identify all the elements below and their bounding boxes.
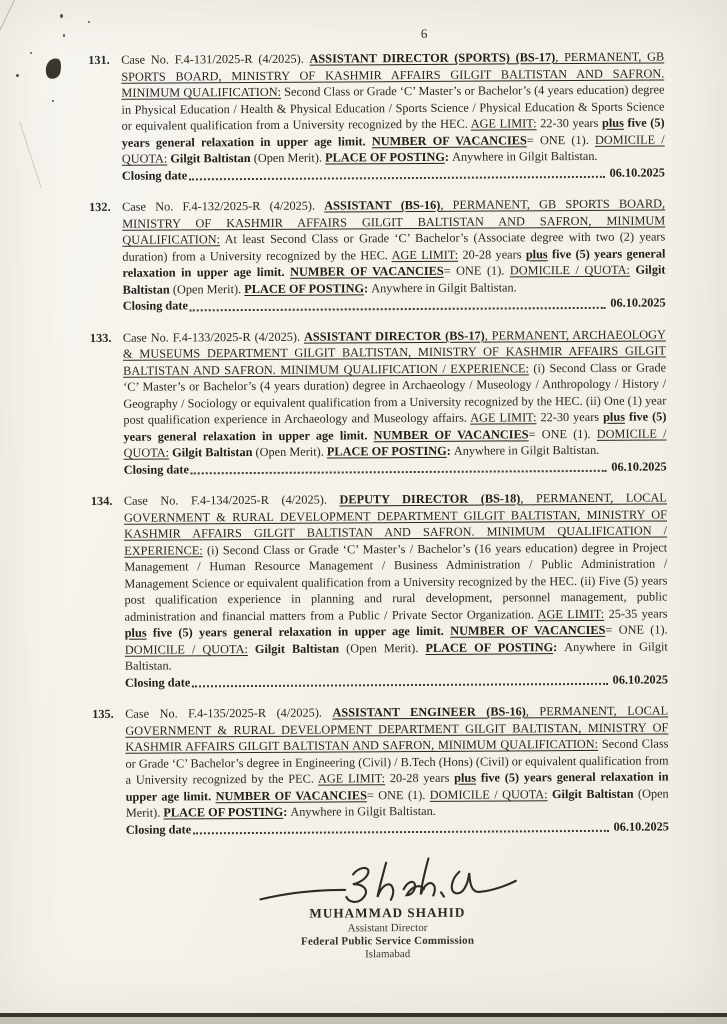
text-segment: plus: [124, 625, 147, 640]
text-segment: Anywhere in Gilgit Baltistan.: [452, 148, 598, 164]
page-number: 6: [420, 25, 428, 41]
case-number: 134.: [90, 493, 113, 508]
case-items: [88, 48, 669, 838]
text-segment: five (5) years general relaxation in upper age limit.: [146, 623, 451, 640]
text-segment: AGE LIMIT:: [537, 606, 605, 621]
case-text: [124, 489, 668, 674]
text-segment: At least Second Class or Grade ‘C’ Bachelor’s (Associate degree with two (2) years duration) from a University recognized by the HEC.: [122, 229, 666, 264]
text-segment: 20-28 years: [458, 246, 526, 262]
dotted-leader: [193, 830, 608, 835]
text-segment: five (5) years general relaxation in upper age limit.: [121, 115, 665, 150]
case-body: [125, 702, 669, 837]
text-segment: 22-30 years: [536, 115, 603, 131]
text-segment: DOMICILE / QUOTA:: [429, 786, 548, 802]
text-segment: , PERMANENT, LOCAL GOVERNMENT & RURAL DEVELOPMENT DEPARTMENT GILGIT BALTISTAN, MINISTRY OF KASHMIR AFFAIRS GILGIT BALTISTAN AND SAFRON, MINIMUM QUALIFICATION:: [125, 703, 669, 754]
text-segment: Anywhere in Gilgit Baltistan.: [290, 803, 436, 819]
case-number: 131.: [88, 52, 110, 67]
text-segment: Case No. F.4-133/2025-R (4/2025).: [122, 329, 305, 345]
text-segment: :: [553, 639, 565, 654]
signatory-title: Assistant Director: [347, 921, 428, 935]
text-segment: , PERMANENT, ARCHAEOLOGY & MUSEUMS DEPARTMENT GILGIT BALTISTAN, MINISTRY OF KASHMIR AFFAIRS GILGIT BALTISTAN AND SAFRON. MINIMUM QUALIFICATION / EXPERIENCE:: [122, 326, 667, 378]
dotted-leader: [191, 470, 606, 475]
text-segment: NUMBER OF VACANCIES: [373, 426, 529, 442]
text-segment: 20-28 years: [385, 770, 455, 786]
scan-scratch-artifact: [19, 122, 42, 189]
closing-date-label: Closing date: [122, 298, 188, 313]
closing-date-line: [123, 294, 666, 314]
text-segment: (Open Merit).: [255, 444, 327, 459]
text-segment: five (5) years general relaxation in upper age limit.: [125, 769, 669, 804]
ink-speck: [52, 100, 54, 102]
closing-date-value: 06.10.2025: [610, 295, 666, 310]
case-number: 133.: [89, 330, 112, 345]
closing-date-value: 06.10.2025: [609, 164, 665, 180]
ink-speck: [63, 34, 65, 37]
closing-date-line: [124, 458, 667, 478]
text-segment: Anywhere in Gilgit Baltistan.: [371, 279, 517, 295]
ink-blot-artifact: [44, 56, 64, 80]
text-segment: NUMBER OF VACANCIES: [450, 622, 606, 638]
case-item: [92, 702, 669, 838]
text-segment: Case No. F.4-132/2025-R (4/2025).: [122, 198, 325, 214]
text-segment: :: [446, 443, 454, 458]
text-segment: PLACE OF POSTING: [325, 149, 445, 165]
case-body: [123, 326, 667, 478]
document-content: [88, 24, 670, 962]
closing-date-value: 06.10.2025: [613, 818, 669, 834]
text-segment: ASSISTANT DIRECTOR (BS-17): [303, 328, 485, 344]
case-text: [121, 48, 665, 167]
signature-block: [93, 849, 670, 962]
text-segment: Anywhere in Gilgit Baltistan.: [453, 442, 600, 458]
text-segment: = ONE (1).: [526, 132, 596, 147]
text-segment: (Open Merit).: [346, 640, 426, 655]
signatory-name: MUHAMMAD SHAHID: [309, 904, 466, 921]
text-segment: NUMBER OF VACANCIES: [290, 263, 444, 279]
text-segment: PLACE OF POSTING: [244, 280, 365, 296]
text-segment: plus: [525, 246, 548, 261]
text-segment: , PERMANENT, LOCAL GOVERNMENT & RURAL DEVELOPMENT DEPARTMENT GILGIT BALTISTAN, MINISTRY OF KASHMIR AFFAIRS GILGIT BALTISTAN AND SAFRON. MINIMUM QUALIFICATION / EXPERIENCE:: [123, 490, 668, 558]
text-segment: Second Class or Grade ‘C’ Master’s or Bachelor’s (4 years education) degree in Physical Education / Health & Physical Education / Sports Science / Physical Education & Sports Science or equivalent qualification from a University recognized by the HEC.: [121, 82, 665, 133]
ink-speck: [30, 52, 32, 54]
case-text: [122, 195, 666, 297]
text-segment: Case No. F.4-135/2025-R (4/2025).: [125, 705, 333, 721]
text-segment: (Open Merit).: [253, 150, 326, 165]
text-segment: ASSISTANT DIRECTOR (SPORTS) (BS-17): [309, 50, 556, 66]
text-segment: :: [283, 804, 291, 819]
text-segment: five (5) years general relaxation in upper age limit.: [123, 409, 667, 444]
case-item: [91, 489, 668, 691]
text-segment: plus: [601, 115, 624, 130]
signatory-location: Islamabad: [365, 948, 411, 961]
text-segment: PLACE OF POSTING: [326, 443, 447, 459]
ink-speck: [16, 74, 19, 77]
text-segment: AGE LIMIT:: [317, 771, 386, 786]
case-number: 132.: [89, 199, 111, 214]
text-segment: DOMICILE / QUOTA:: [124, 641, 248, 657]
text-segment: (Open Merit).: [172, 281, 245, 296]
case-text: [125, 702, 669, 821]
text-segment: Anywhere in Gilgit Baltistan.: [124, 638, 668, 673]
closing-date-line: [126, 818, 669, 838]
case-body: [122, 195, 666, 314]
text-segment: :: [444, 149, 453, 164]
text-segment: DOMICILE / QUOTA:: [123, 425, 667, 460]
text-segment: , PERMANENT, GB SPORTS BOARD, MINISTRY OF KASHMIR AFFAIRS GILGIT BALTISTAN AND SAFRON. MINIMUM QUALIFICATION:: [121, 49, 665, 100]
text-segment: PLACE OF POSTING: [163, 804, 284, 820]
text-segment: plus: [454, 770, 477, 785]
text-segment: NUMBER OF VACANCIES: [215, 787, 367, 803]
text-segment: = ONE (1).: [366, 787, 430, 802]
text-segment: , PERMANENT, GB SPORTS BOARD, MINISTRY OF KASHMIR AFFAIRS GILGIT BALTISTAN AND SAFRON, MINIMUM QUALIFICATION:: [122, 196, 666, 247]
dotted-leader: [190, 306, 605, 311]
closing-date-line: [122, 164, 665, 184]
case-item: [90, 326, 667, 478]
text-segment: Gilgit Baltistan: [122, 262, 666, 297]
text-segment: = ONE (1).: [443, 263, 510, 278]
closing-date-label: Closing date: [124, 674, 191, 690]
text-segment: plus: [603, 409, 626, 424]
text-segment: (i) Second Class or Grade ‘C’ Master’s or Bachelor’s (4 years duration) degree in Archaeology / Museology / Anthropology / History / Geography / Sociology or equivalent qualification from a University recognized by the HEC. (ii) One (1) year post qualification experience in Archaeology and Museology affairs.: [123, 359, 667, 427]
scan-scratch-artifact: [0, 0, 15, 126]
closing-date-line: [125, 671, 668, 691]
scan-bottom-shade-artifact: [0, 1017, 727, 1024]
text-segment: Gilgit Baltistan: [169, 444, 256, 460]
dotted-leader: [189, 176, 604, 181]
text-segment: = ONE (1).: [528, 426, 597, 441]
case-body: [121, 48, 665, 183]
closing-date-value: 06.10.2025: [611, 458, 667, 474]
case-item: [89, 195, 666, 314]
text-segment: (Open Merit).: [125, 785, 669, 820]
case-number: 135.: [92, 706, 114, 721]
case-text: [123, 326, 667, 461]
closing-date-label: Closing date: [121, 167, 188, 183]
text-segment: (i) Second Class or Grade ‘C’ Master’s / Bachelor’s (16 years education) degree in Project Management / Human Resource Management / Business Administration / Public Administration / Management Science or equivalent qualification from a University recognized by the HEC. (ii) Five (5) years post qualification experience in planning and rural development, personnel management, public administration and financial matters from a Public / Private Sector Organization.: [124, 539, 668, 624]
text-segment: DEPUTY DIRECTOR (BS-18): [339, 491, 521, 507]
text-segment: :: [363, 280, 372, 295]
text-segment: AGE LIMIT:: [470, 116, 537, 131]
text-segment: Case No. F.4-131/2025-R (4/2025).: [121, 51, 310, 67]
text-segment: five (5) years general relaxation in upper age limit.: [122, 245, 666, 280]
text-segment: Gilgit Baltistan: [247, 640, 347, 656]
dotted-leader: [192, 683, 607, 688]
text-segment: = ONE (1).: [605, 622, 668, 637]
text-segment: PLACE OF POSTING: [425, 639, 554, 655]
signatory-organization: Federal Public Service Commission: [300, 934, 475, 948]
text-segment: AGE LIMIT:: [391, 247, 459, 262]
text-segment: Case No. F.4-134/2025-R (4/2025).: [123, 492, 340, 508]
ink-speck: [88, 21, 90, 23]
text-segment: DOMICILE / QUOTA:: [509, 262, 630, 278]
text-segment: 25-35 years: [604, 605, 668, 621]
text-segment: Gilgit Baltistan: [547, 786, 638, 801]
case-item: [88, 48, 665, 184]
case-body: [124, 489, 668, 690]
text-segment: AGE LIMIT:: [470, 410, 537, 425]
closing-date-label: Closing date: [123, 461, 189, 477]
closing-date-label: Closing date: [125, 821, 192, 837]
text-segment: Second Class or Grade ‘C’ Bachelor’s degree in Engineering (Civil) / B.Tech (Hons) (Civil) or equivalent qualification from a University recognized by the PEC.: [125, 736, 669, 787]
text-segment: Gilgit Baltistan: [167, 150, 254, 166]
text-segment: 22-30 years: [536, 409, 604, 425]
text-segment: DOMICILE / QUOTA:: [121, 131, 665, 166]
text-segment: NUMBER OF VACANCIES: [371, 132, 527, 148]
ink-speck: [60, 14, 63, 18]
closing-date-value: 06.10.2025: [612, 671, 669, 687]
text-segment: ASSISTANT ENGINEER (BS-16): [332, 704, 526, 720]
text-segment: ASSISTANT (BS-16): [324, 197, 441, 213]
